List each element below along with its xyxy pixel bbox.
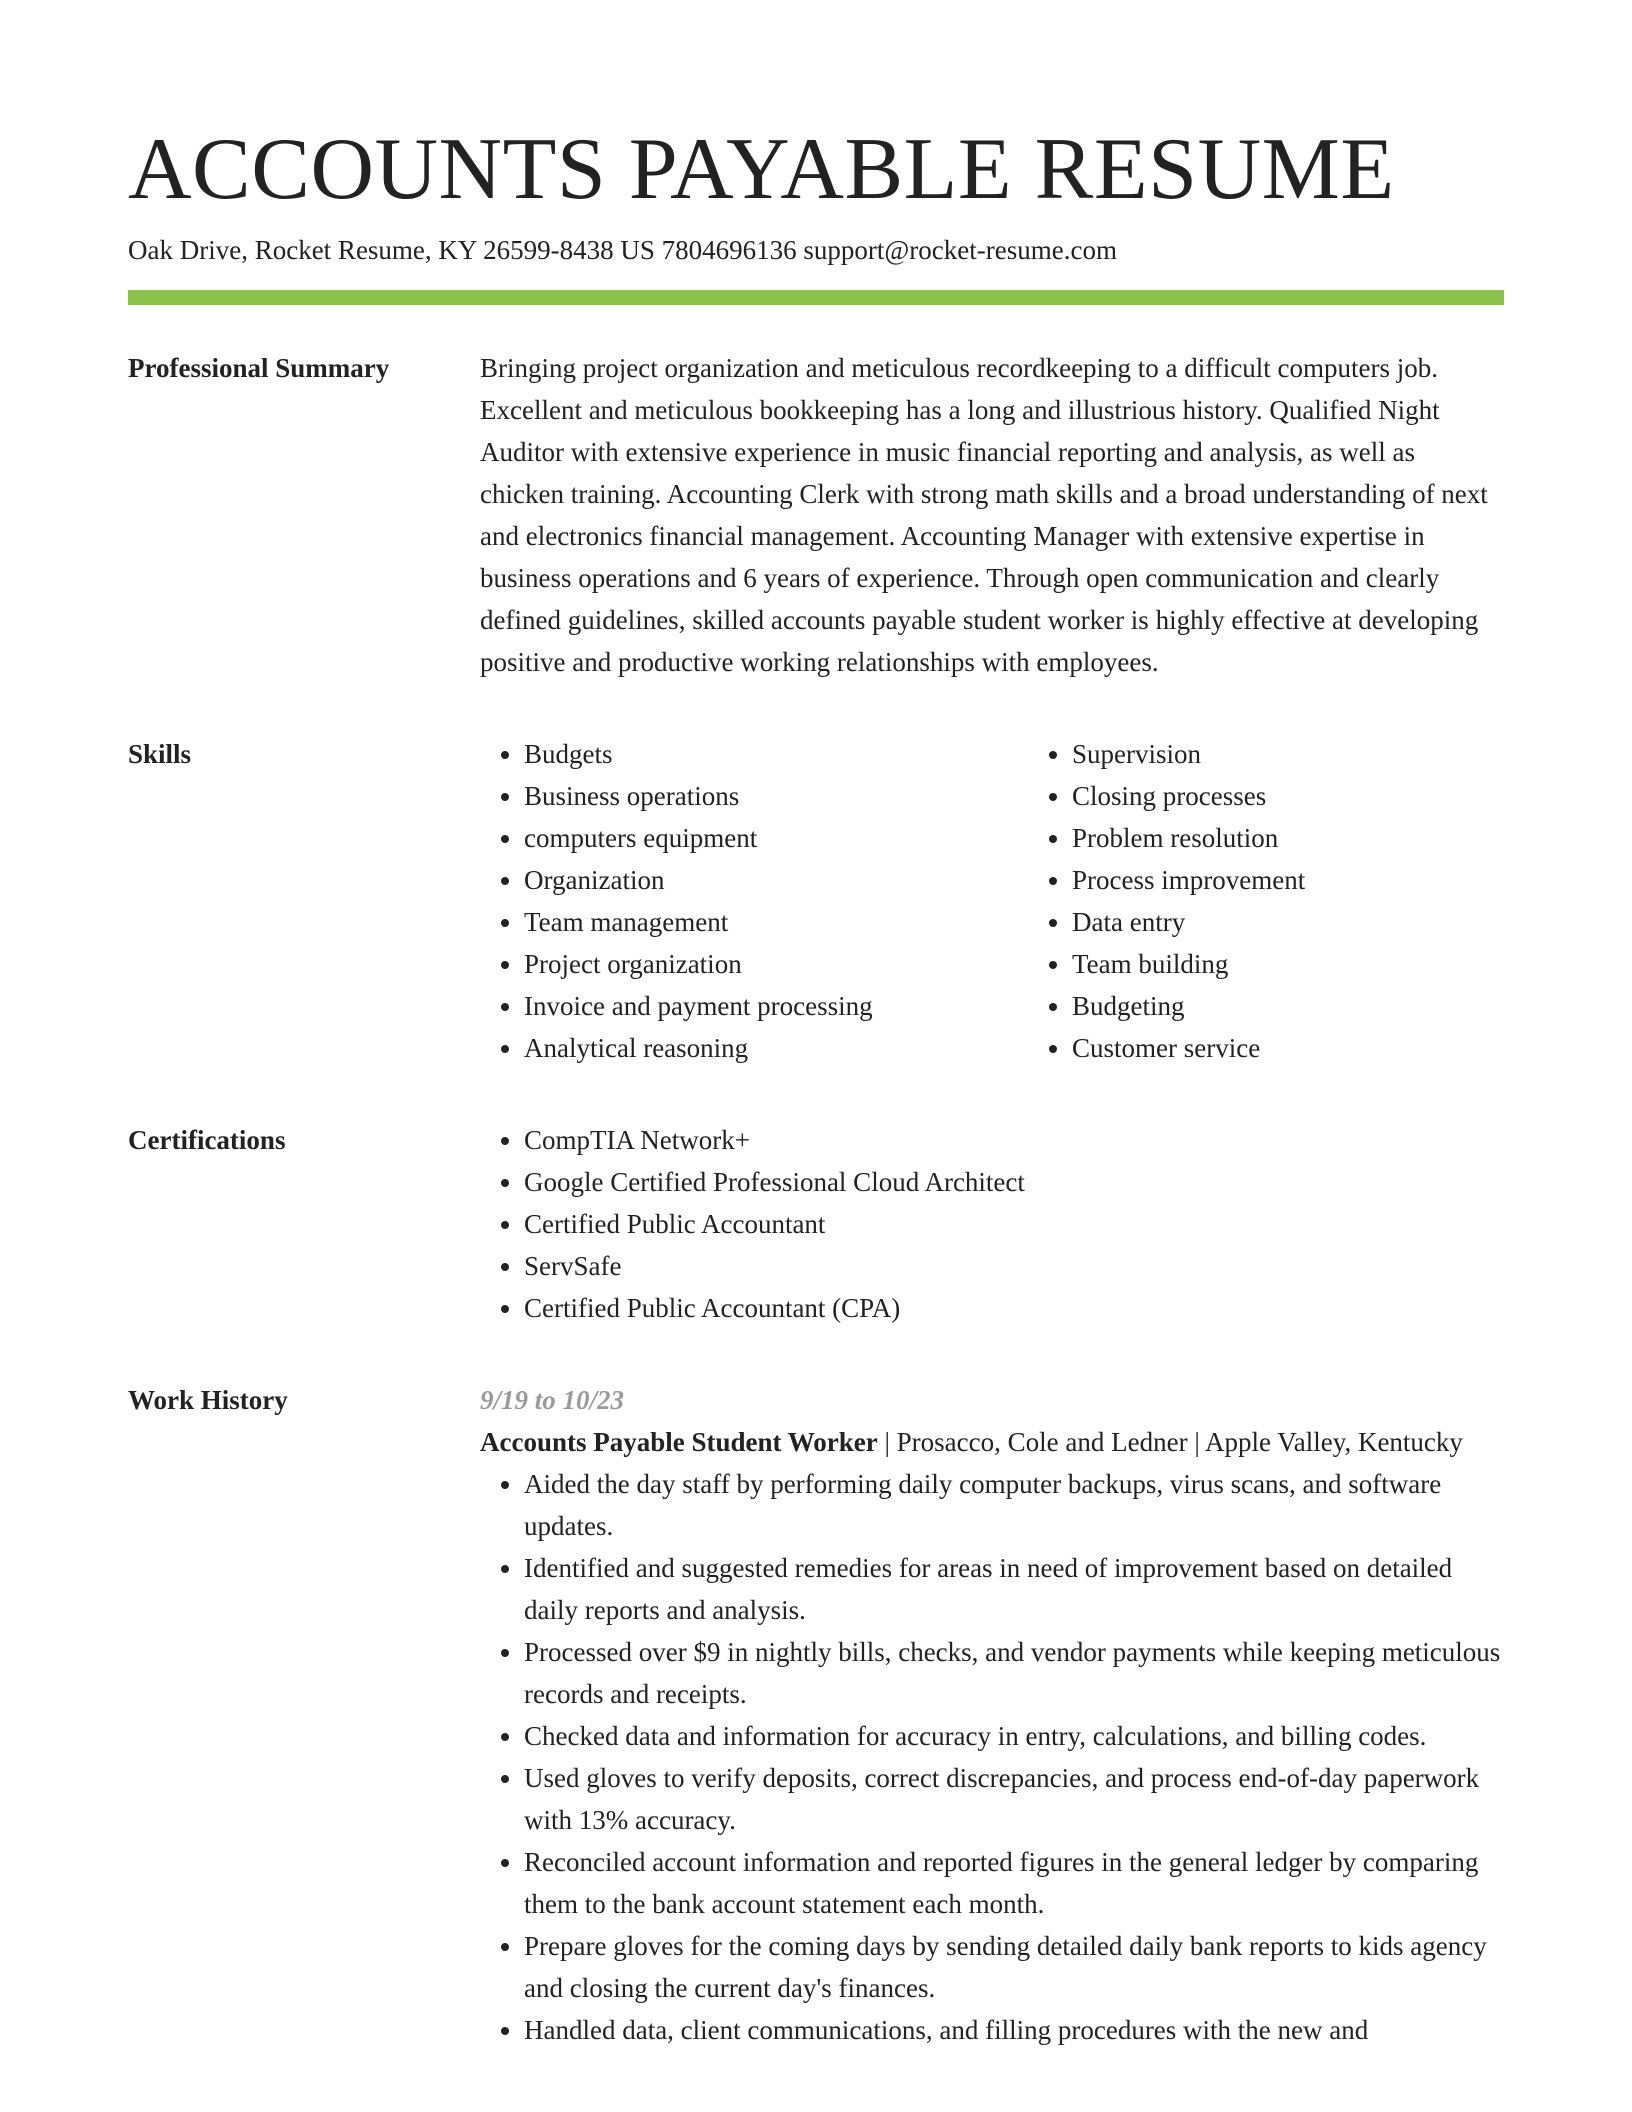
- contact-info: Oak Drive, Rocket Resume, KY 26599-8438 US 7804696136 support@rocket-resume.com: [128, 235, 1117, 265]
- accent-divider: [128, 290, 1504, 305]
- skill-item: • Supervision: [1072, 733, 1576, 775]
- job-bullet: • Handled data, client communications, and filling procedures with the new and: [524, 2009, 1504, 2051]
- summary-section: [128, 347, 1504, 683]
- job-bullet: • Aided the day staff by performing daily computer backups, virus scans, and software updates.: [524, 1463, 1504, 1547]
- skill-item: • Team management: [524, 901, 1028, 943]
- skill-item: • Customer service: [1072, 1027, 1576, 1069]
- skills-label: Skills: [128, 739, 192, 769]
- skill-item: • Project organization: [524, 943, 1028, 985]
- certification-item: • Google Certified Professional Cloud Architect: [524, 1161, 1504, 1203]
- skills-list-left: [480, 733, 1028, 1069]
- skill-item: • computers equipment: [524, 817, 1028, 859]
- skill-item: • Closing processes: [1072, 775, 1576, 817]
- work-history-label: Work History: [128, 1385, 288, 1415]
- certification-item: • ServSafe: [524, 1245, 1504, 1287]
- certifications-label: Certifications: [128, 1125, 286, 1155]
- skills-list-right: [1028, 733, 1576, 1069]
- summary-text: Bringing project organization and meticulous recordkeeping to a difficult computers job. Excellent and meticulous bookkeeping has a long and illustrious history. Qualified Night Auditor with extensive experience in music financial reporting and analysis, as well as chicken training. Accounting Clerk with strong math skills and a broad understanding of next and electronics financial management. Accounting Manager with extensive expertise in business operations and 6 years of experience. Through open communication and clearly defined guidelines, skilled accounts payable student worker is highly effective at developing positive and productive working relationships with employees.: [480, 353, 1488, 677]
- job-bullet: • Checked data and information for accuracy in entry, calculations, and billing codes.: [524, 1715, 1504, 1757]
- skill-item: • Team building: [1072, 943, 1576, 985]
- job-bullet: • Prepare gloves for the coming days by sending detailed daily bank reports to kids agency and closing the current day's finances.: [524, 1925, 1504, 2009]
- certifications-list: [480, 1119, 1504, 1329]
- resume-title: ACCOUNTS PAYABLE RESUME: [128, 121, 1395, 218]
- job-dates: 9/19 to 10/23: [480, 1385, 625, 1415]
- certification-item: • CompTIA Network+: [524, 1119, 1504, 1161]
- skill-item: • Analytical reasoning: [524, 1027, 1028, 1069]
- job-bullets: [480, 1463, 1504, 2051]
- skills-section: [128, 733, 1504, 1069]
- job-bullet: • Identified and suggested remedies for areas in need of improvement based on detailed daily reports and analysis.: [524, 1547, 1504, 1631]
- job-title: Accounts Payable Student Worker: [480, 1427, 878, 1457]
- certification-item: • Certified Public Accountant (CPA): [524, 1287, 1504, 1329]
- job-heading: [480, 1421, 1504, 1463]
- skill-item: • Data entry: [1072, 901, 1576, 943]
- skill-item: • Budgeting: [1072, 985, 1576, 1027]
- job-bullet: • Processed over $9 in nightly bills, checks, and vendor payments while keeping meticulous records and receipts.: [524, 1631, 1504, 1715]
- skill-item: • Process improvement: [1072, 859, 1576, 901]
- job-bullet: • Used gloves to verify deposits, correct discrepancies, and process end-of-day paperwork with 13% accuracy.: [524, 1757, 1504, 1841]
- work-history-section: [128, 1379, 1504, 2051]
- skill-item: • Invoice and payment processing: [524, 985, 1028, 1027]
- job-entry: [480, 1379, 1504, 2051]
- certifications-section: [128, 1119, 1504, 1329]
- skill-item: • Budgets: [524, 733, 1028, 775]
- job-details: | Prosacco, Cole and Ledner | Apple Valley, Kentucky: [877, 1427, 1463, 1457]
- certification-item: • Certified Public Accountant: [524, 1203, 1504, 1245]
- resume-page: [128, 0, 1504, 2051]
- job-bullet: • Reconciled account information and reported figures in the general ledger by comparing them to the bank account statement each month.: [524, 1841, 1504, 1925]
- skill-item: • Business operations: [524, 775, 1028, 817]
- skill-item: • Problem resolution: [1072, 817, 1576, 859]
- summary-label: Professional Summary: [128, 353, 390, 383]
- skill-item: • Organization: [524, 859, 1028, 901]
